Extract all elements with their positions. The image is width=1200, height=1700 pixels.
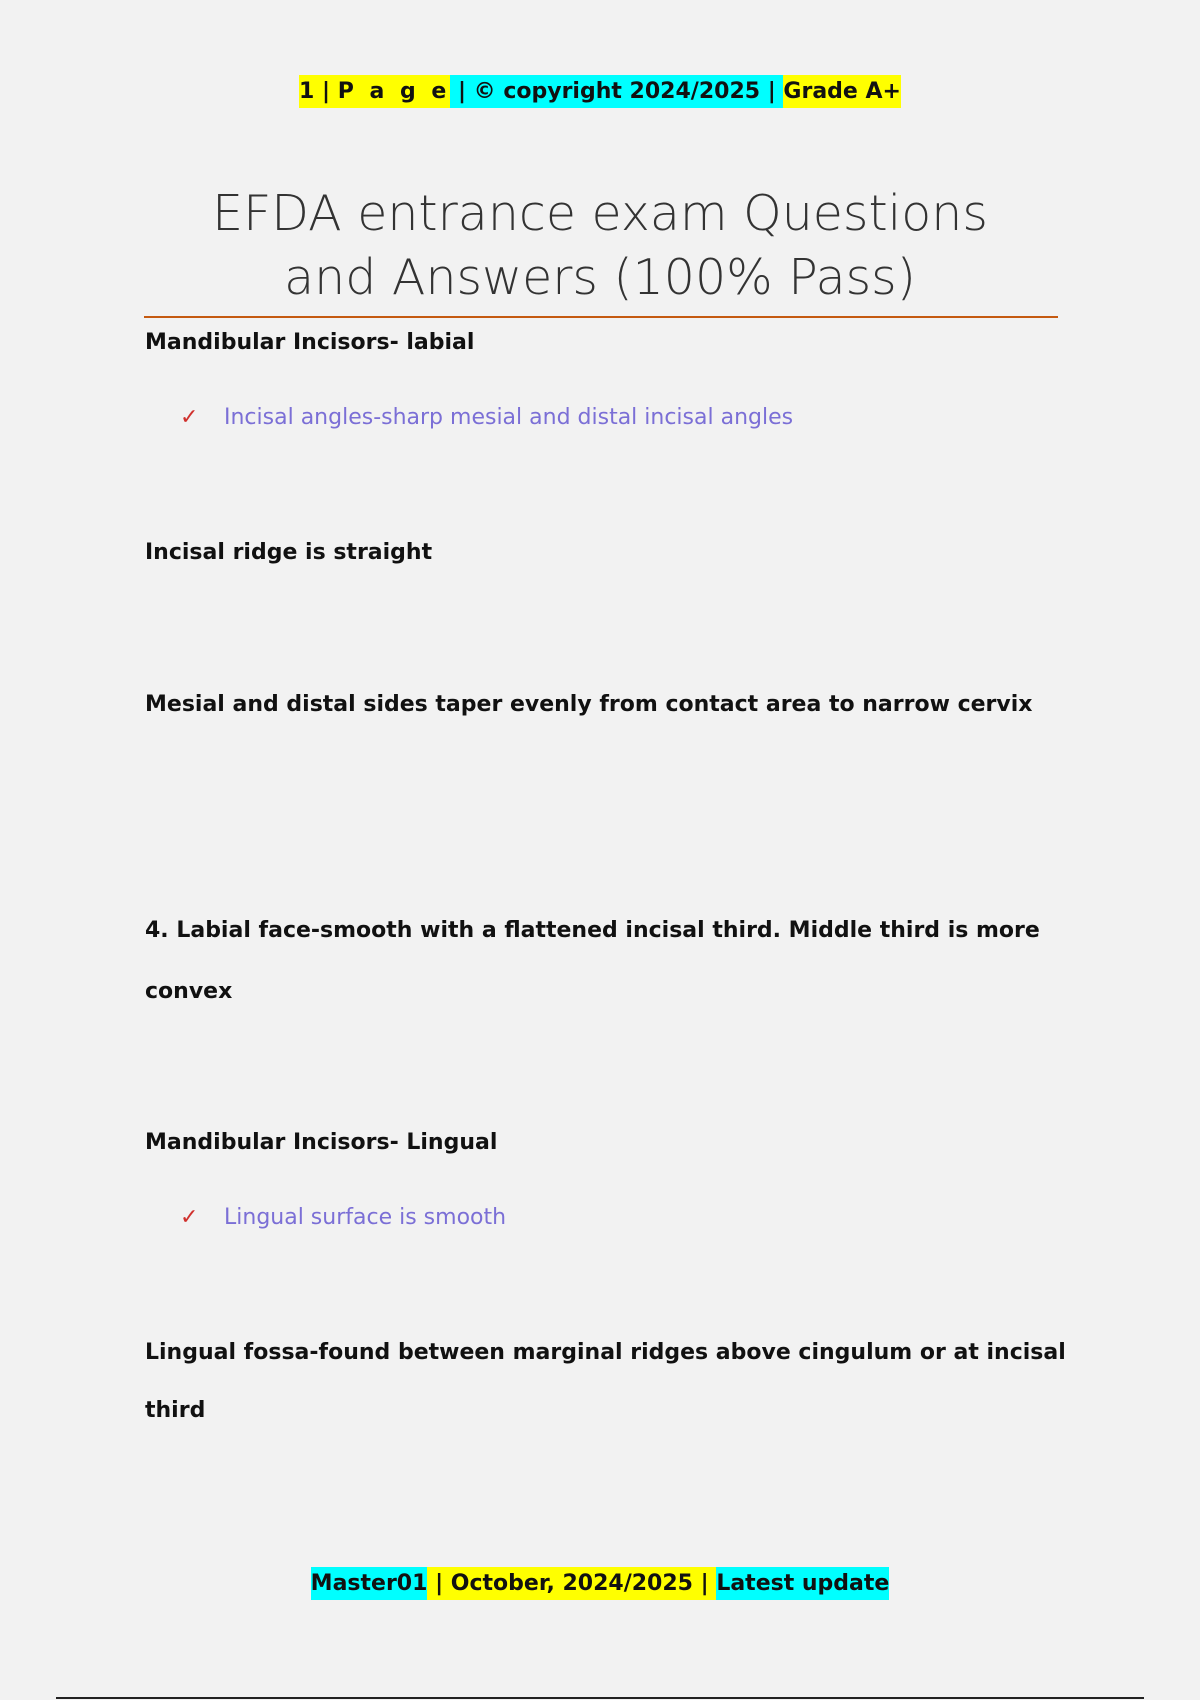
header-grade: Grade A+	[783, 75, 901, 108]
answer-mesial-distal: Mesial and distal sides taper evenly from contact area to narrow cervix	[145, 692, 1033, 717]
answer-labial-face-line-2: convex	[145, 979, 233, 1004]
check-mark-icon: ✓	[180, 405, 199, 430]
page-bottom-rule	[56, 1697, 1144, 1699]
footer-separator: |	[427, 1567, 450, 1600]
title-line-1: EFDA entrance exam Questions	[212, 185, 988, 242]
document-title	[144, 182, 1056, 310]
page-footer	[0, 1566, 1200, 1602]
footer-separator-2: |	[693, 1567, 716, 1600]
answer-lingual-fossa-line-2: third	[145, 1398, 206, 1423]
question-heading-lingual: Mandibular Incisors- Lingual	[145, 1130, 498, 1155]
bullet-text: Lingual surface is smooth	[224, 1205, 507, 1230]
bullet-item-incisal-angles	[180, 403, 793, 433]
answer-incisal-ridge: Incisal ridge is straight	[145, 540, 433, 565]
check-mark-icon: ✓	[180, 1205, 199, 1230]
header-page-word: P a g e	[338, 75, 451, 108]
title-line-2: and Answers (100% Pass)	[284, 249, 916, 306]
title-underline	[144, 316, 1058, 318]
header-separator-2: |	[768, 75, 784, 108]
page-header	[0, 72, 1200, 112]
footer-date: October, 2024/2025	[451, 1567, 693, 1600]
header-copyright: | © copyright 2024/2025	[450, 75, 767, 108]
header-separator: |	[314, 75, 337, 108]
answer-labial-face-line-1: 4. Labial face-smooth with a flattened incisal third. Middle third is more	[145, 918, 1040, 943]
question-heading-labial: Mandibular Incisors- labial	[145, 330, 475, 355]
bullet-text: Incisal angles-sharp mesial and distal incisal angles	[224, 405, 794, 430]
footer-tag: Latest update	[716, 1567, 889, 1600]
bullet-item-lingual-surface	[180, 1203, 506, 1233]
header-page-number: 1	[299, 75, 314, 108]
footer-author: Master01	[311, 1567, 428, 1600]
answer-lingual-fossa-line-1: Lingual fossa-found between marginal ridges above cingulum or at incisal	[145, 1340, 1066, 1365]
